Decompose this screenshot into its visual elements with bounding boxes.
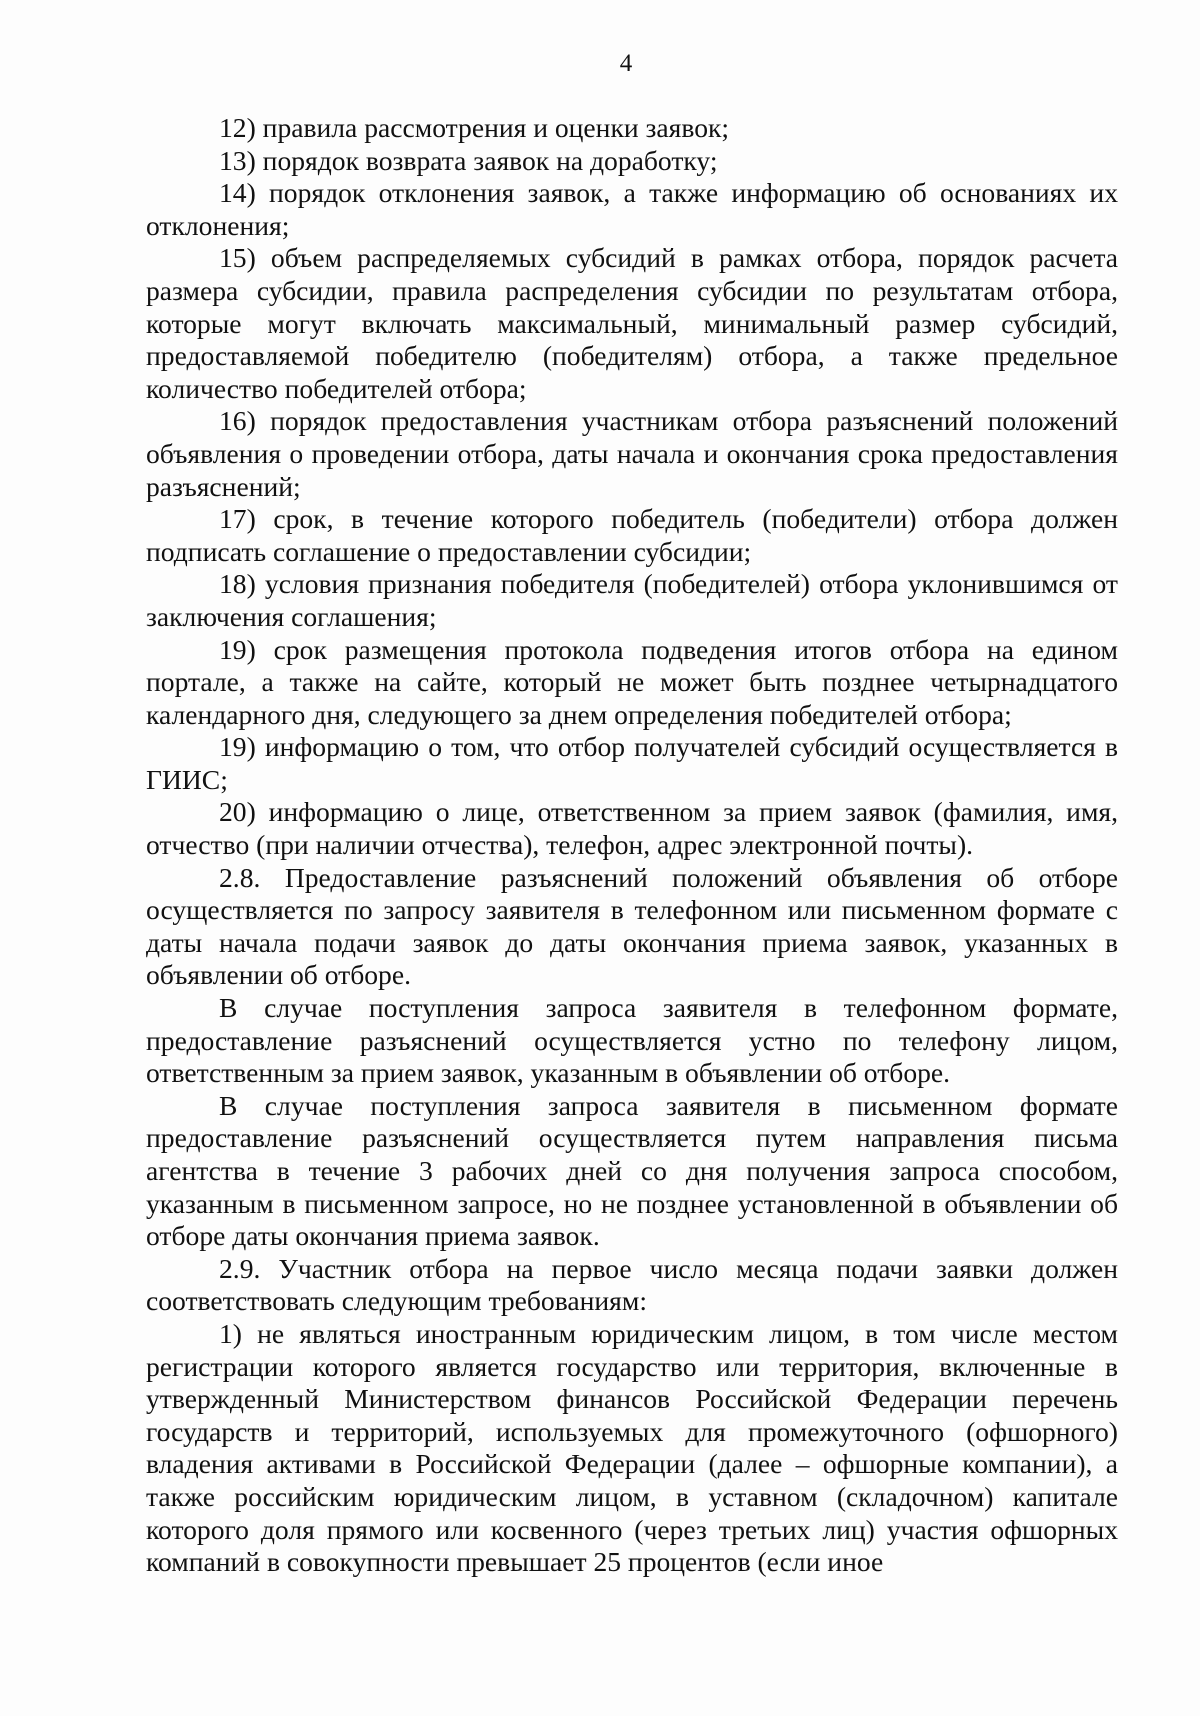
paragraph: 2.8. Предоставление разъяснений положений объявления об отборе осуществляется по запросу заявителя в телефонном или письменном формате с даты начала подачи заявок до даты окончания приема заявок, указанных в объявлении об отборе. <box>146 861 1118 991</box>
paragraph: 19) срок размещения протокола подведения итогов отбора на едином портале, а также на сайте, который не может быть позднее четырнадцатого календарного дня, следующего за днем определения победителей отбора; <box>146 633 1118 730</box>
paragraph: 20) информацию о лице, ответственном за прием заявок (фамилия, имя, отчество (при наличии отчества), телефон, адрес электронной почты). <box>146 796 1118 861</box>
paragraph: 13) порядок возврата заявок на доработку; <box>219 144 718 176</box>
paragraph: 2.9. Участник отбора на первое число месяца подачи заявки должен соответствовать следующим требованиям: <box>146 1252 1118 1317</box>
paragraph: 19) информацию о том, что отбор получателей субсидий осуществляется в ГИИС; <box>146 731 1118 795</box>
paragraph: 18) условия признания победителя (победителей) отбора уклонившимся от заключения соглашения; <box>146 568 1118 632</box>
document-body <box>146 112 1118 1579</box>
paragraph: 15) объем распределяемых субсидий в рамках отбора, порядок расчета размера субсидии, правила распределения субсидии по результатам отбора, которые могут включать максимальный, минимальный размер субсидий, предоставляемой победителю (победителям) отбора, а также предельное количество победителей отбора; <box>146 242 1118 404</box>
paragraph: 17) срок, в течение которого победитель (победители) отбора должен подписать соглашение о предоставлении субсидии; <box>146 503 1118 567</box>
paragraph: В случае поступления запроса заявителя в телефонном формате, предоставление разъяснений осуществляется устно по телефону лицом, ответственным за прием заявок, указанным в объявлении об отборе. <box>146 992 1118 1089</box>
page-number: 4 <box>619 50 633 77</box>
paragraph: 12) правила рассмотрения и оценки заявок; <box>219 112 730 143</box>
paragraph: 1) не являться иностранным юридическим лицом, в том числе местом регистрации которого является государство или территория, включенные в утвержденный Министерством финансов Российской Федерации перечень государств и территорий, используемых для промежуточного (офшорного) владения активами в Российской Федерации (далее – офшорные компании), а также российским юридическим лицом, в уставном (складочном) капитале которого доля прямого или косвенного (через третьих лиц) участия офшорных компаний в совокупности превышает 25 процентов (если иное <box>146 1317 1118 1578</box>
paragraph: 16) порядок предоставления участникам отбора разъяснений положений объявления о проведении отбора, даты начала и окончания срока предоставления разъяснений; <box>146 405 1118 502</box>
paragraph: 14) порядок отклонения заявок, а также информацию об основаниях их отклонения; <box>146 177 1118 241</box>
paragraph: В случае поступления запроса заявителя в письменном формате предоставление разъяснений осуществляется путем направления письма агентства в течение 3 рабочих дней со дня получения запроса способом, указанным в письменном запросе, но не позднее установленной в объявлении об отборе даты окончания приема заявок. <box>146 1089 1118 1252</box>
